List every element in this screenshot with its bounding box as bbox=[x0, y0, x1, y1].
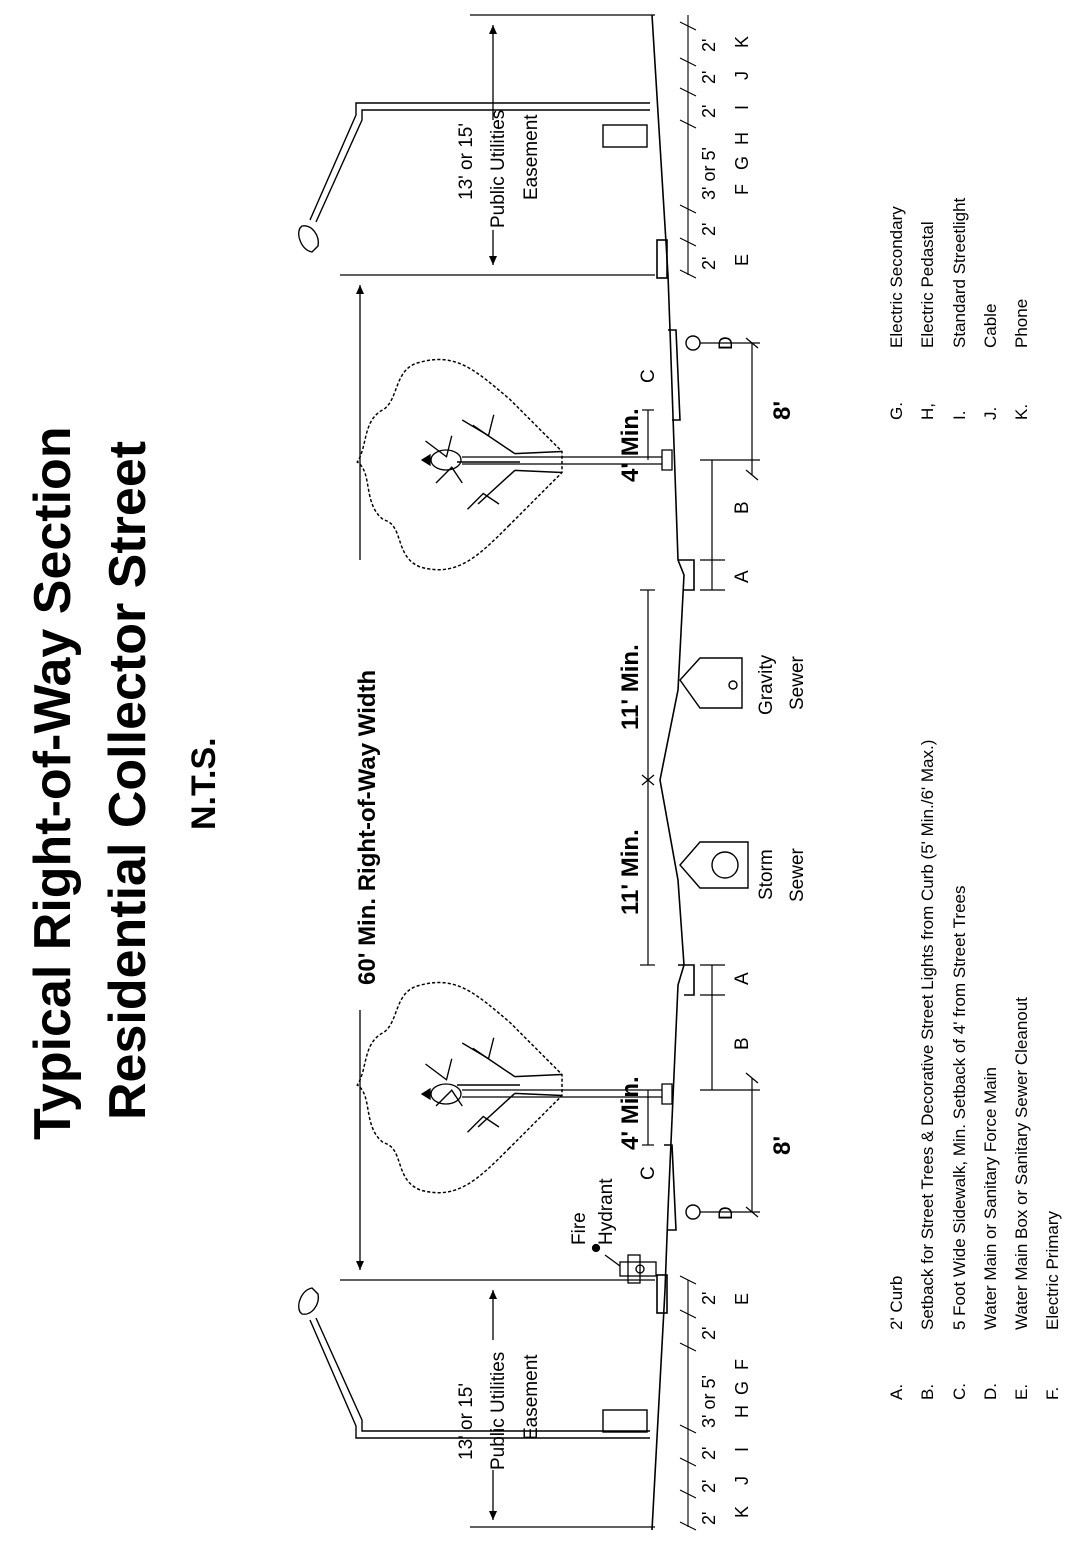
legend-key-f: F. bbox=[1043, 1386, 1062, 1400]
legend-key-e: E. bbox=[1012, 1383, 1031, 1400]
legend-key-d: D. bbox=[981, 1383, 1000, 1400]
fire-hydrant-line1: Fire bbox=[569, 1212, 590, 1245]
util-letter-top-E: E bbox=[732, 253, 752, 266]
util-dim-bottom-5: 2' bbox=[699, 1291, 719, 1305]
easement-top-line2: Public Utilities bbox=[488, 109, 509, 228]
legend-text-a: 2' Curb bbox=[887, 1275, 906, 1330]
util-dim-bottom-4: 2' bbox=[699, 1326, 719, 1340]
legend-text-k: Phone bbox=[1012, 298, 1031, 348]
easement-bottom-line2: Public Utilities bbox=[488, 1351, 509, 1470]
legend-key-i: I. bbox=[950, 410, 969, 420]
title-line-1: Typical Right-of-Way Section bbox=[24, 426, 82, 1140]
util-dim-top-2: 3' or 5' bbox=[699, 147, 719, 200]
gravity-sewer-line1: Gravity bbox=[756, 654, 777, 715]
fire-hydrant-line2: Hydrant bbox=[596, 1178, 617, 1245]
storm-sewer bbox=[680, 842, 748, 888]
tree-setback-bottom: 4' Min. bbox=[617, 1076, 644, 1150]
zone-dims-top bbox=[700, 338, 760, 590]
zone-dims-bottom bbox=[700, 965, 760, 1217]
util-dim-lines-top bbox=[680, 15, 696, 278]
easement-bottom bbox=[456, 1290, 655, 1527]
util-letter-bottom-K: K bbox=[732, 1505, 752, 1518]
storm-sewer-line2: Sewer bbox=[787, 848, 808, 902]
easement-bottom-line1: 13' or 15' bbox=[456, 1383, 477, 1460]
util-letter-top-G: G bbox=[732, 155, 752, 170]
util-dim-bottom-3: 3' or 5' bbox=[699, 1375, 719, 1428]
util-letter-bottom-I: I bbox=[732, 1446, 752, 1452]
row-width-dimension bbox=[340, 275, 655, 1280]
util-letter-bottom-F: F bbox=[732, 1359, 752, 1370]
legend-text-f: Electric Primary bbox=[1043, 1210, 1062, 1330]
legend-key-a: A. bbox=[887, 1383, 906, 1400]
legend-key-b: B. bbox=[918, 1383, 937, 1400]
easement-top bbox=[456, 15, 655, 265]
lane-width-right: 11' Min. bbox=[617, 644, 644, 730]
util-dim-bottom-2: 2' bbox=[699, 1446, 719, 1460]
util-letter-top-F: F bbox=[732, 184, 752, 195]
util-letter-bottom-G: G bbox=[732, 1380, 752, 1395]
util-dim-top-5: 2' bbox=[699, 38, 719, 52]
zone-b-top: B bbox=[732, 501, 753, 514]
water-main-bottom bbox=[686, 1205, 700, 1219]
legend-key-h: H, bbox=[918, 403, 937, 420]
util-letter-top-H: H bbox=[732, 132, 752, 145]
zone-c-bottom: C bbox=[638, 1166, 659, 1180]
water-main-top bbox=[686, 336, 700, 350]
street-tree-bottom bbox=[357, 982, 562, 1192]
gravity-sewer bbox=[680, 658, 742, 708]
zone-d-top: D bbox=[716, 336, 737, 350]
util-dim-bottom-1: 2' bbox=[699, 1479, 719, 1493]
fire-hydrant bbox=[593, 1245, 657, 1284]
easement-top-line3: Easement bbox=[521, 114, 542, 200]
util-letter-bottom-J: J bbox=[732, 1476, 752, 1485]
row-width-label: 60' Min. Right-of-Way Width bbox=[354, 669, 381, 985]
util-dim-top-4: 2' bbox=[699, 70, 719, 84]
util-letter-bottom-E: E bbox=[732, 1292, 752, 1305]
legend-text-h: Electric Pedastal bbox=[918, 221, 937, 348]
zone-d-bottom: D bbox=[716, 1206, 737, 1220]
legend-text-d: Water Main or Sanitary Force Main bbox=[981, 1067, 1000, 1330]
easement-bottom-line3: Easement bbox=[521, 1354, 542, 1440]
legend-key-k: K. bbox=[1012, 403, 1031, 420]
legend-text-e: Water Main Box or Sanitary Sewer Cleanout bbox=[1012, 997, 1031, 1330]
zone-a-bottom: A bbox=[732, 972, 753, 985]
legend-text-g: Electric Secondary bbox=[887, 206, 906, 348]
storm-sewer-line1: Storm bbox=[756, 849, 777, 900]
gravity-sewer-line2: Sewer bbox=[787, 656, 808, 710]
util-dim-bottom-0: 2' bbox=[699, 1511, 719, 1525]
util-dim-top-3: 2' bbox=[699, 104, 719, 118]
legend bbox=[887, 197, 1062, 1400]
util-dim-lines-bottom bbox=[680, 1276, 696, 1530]
title-block bbox=[24, 426, 223, 1140]
legend-text-b: Setback for Street Trees & Decorative Street Lights from Curb (5' Min./6' Max.) bbox=[918, 739, 937, 1330]
offset-8-bottom: 8' bbox=[769, 1135, 796, 1155]
legend-key-j: J. bbox=[981, 406, 1000, 420]
zone-b-bottom: B bbox=[732, 1037, 753, 1050]
util-letter-top-J: J bbox=[732, 71, 752, 80]
tree-setback-top: 4' Min. bbox=[617, 408, 644, 482]
easement-top-line1: 13' or 15' bbox=[456, 123, 477, 200]
legend-text-i: Standard Streetlight bbox=[950, 197, 969, 348]
zone-c-top: C bbox=[638, 369, 659, 383]
lane-width-left: 11' Min. bbox=[617, 829, 644, 915]
util-dim-top-1: 2' bbox=[699, 222, 719, 236]
title-line-2: Residential Collector Street bbox=[99, 440, 157, 1120]
legend-text-j: Cable bbox=[981, 303, 1000, 348]
offset-8-top: 8' bbox=[769, 400, 796, 420]
scale-note: N.T.S. bbox=[185, 737, 223, 830]
util-letter-bottom-H: H bbox=[732, 1405, 752, 1418]
zone-a-top: A bbox=[732, 570, 753, 583]
util-letter-top-K: K bbox=[732, 35, 752, 48]
util-dim-top-0: 2' bbox=[699, 256, 719, 270]
legend-text-c: 5 Foot Wide Sidewalk, Min. Setback of 4' from Street Trees bbox=[950, 885, 969, 1330]
util-letter-top-I: I bbox=[732, 104, 752, 110]
legend-key-c: C. bbox=[950, 1383, 969, 1400]
legend-key-g: G. bbox=[887, 402, 906, 420]
